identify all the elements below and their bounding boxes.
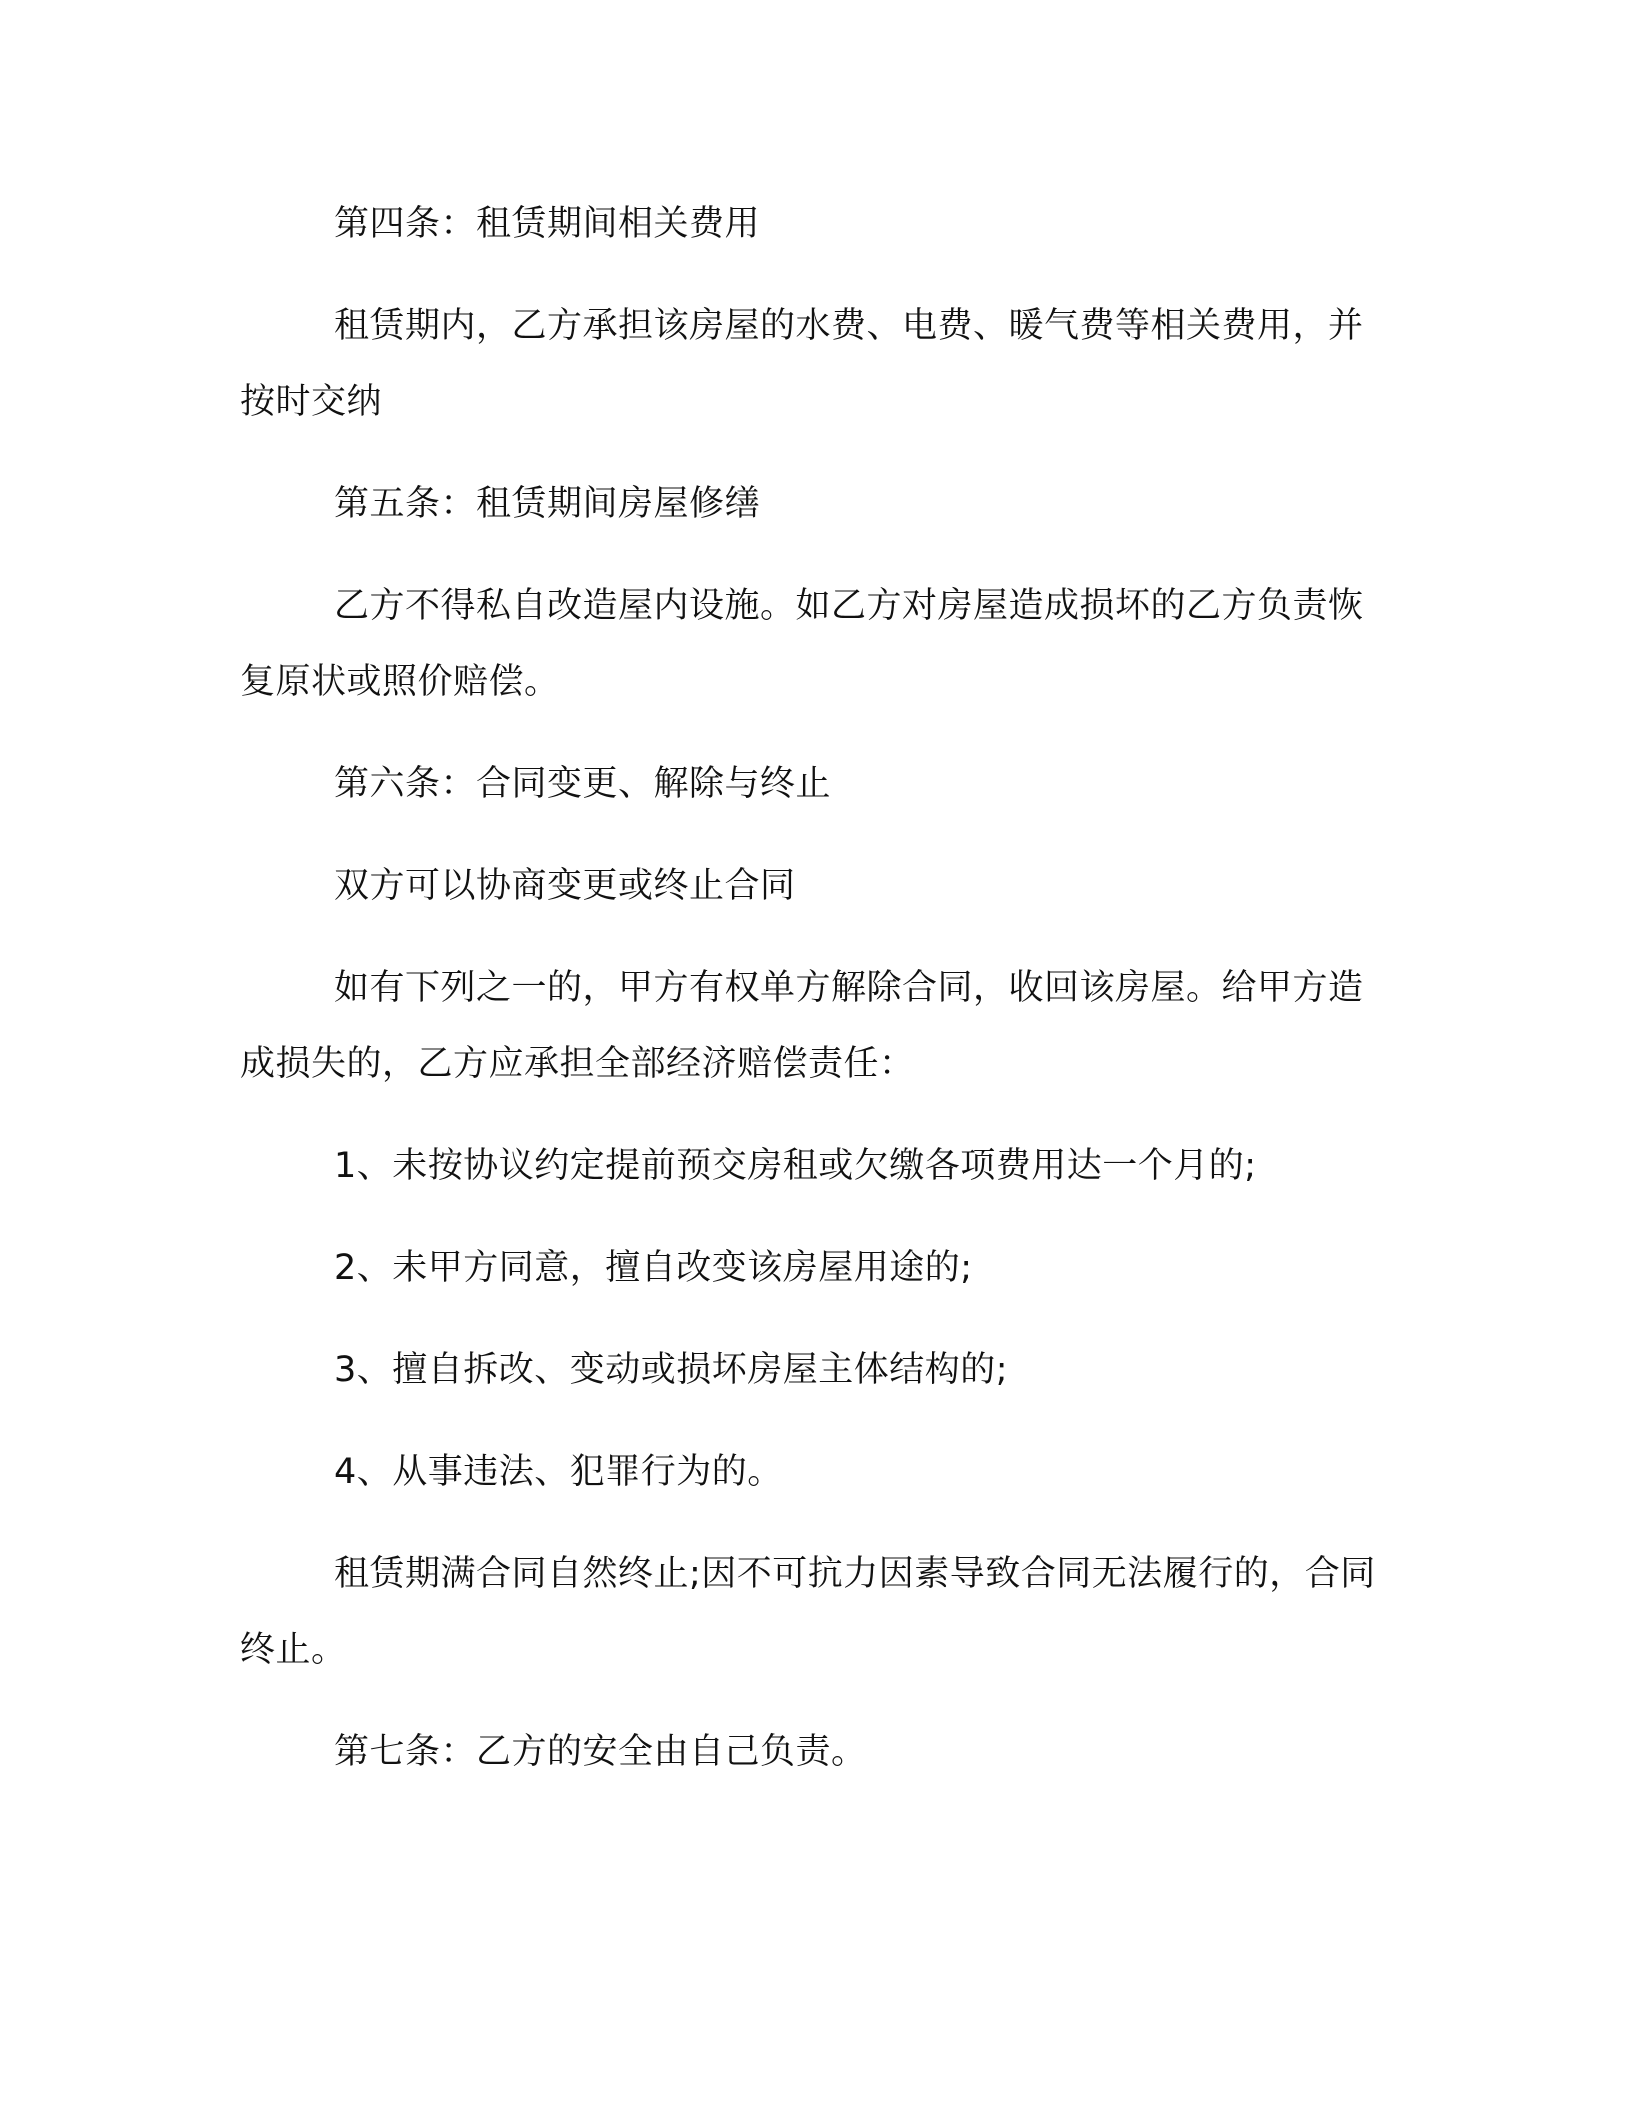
article-6-text-1: 双方可以协商变更或终止合同 (334, 866, 796, 906)
termination-item-1: 1、未按协议约定提前预交房租或欠缴各项费用达一个月的; (334, 1146, 1257, 1186)
document-body (240, 186, 1390, 1790)
article-5-text: 乙方不得私自改造屋内设施。如乙方对房屋造成损坏的乙方负责恢复原状或照价赔偿。 (240, 586, 1364, 702)
article-6-text-2: 如有下列之一的，甲方有权单方解除合同，收回该房屋。给甲方造成损失的，乙方应承担全部经济赔偿责任： (240, 968, 1364, 1084)
article-5-heading: 第五条：租赁期间房屋修缮 (334, 484, 761, 524)
article-6-text-3: 租赁期满合同自然终止;因不可抗力因素导致合同无法履行的，合同终止。 (240, 1554, 1376, 1670)
article-7-heading: 第七条：乙方的安全由自己负责。 (334, 1732, 867, 1772)
termination-item-2: 2、未甲方同意，擅自改变该房屋用途的; (334, 1248, 973, 1288)
termination-item-4: 4、从事违法、犯罪行为的。 (334, 1452, 783, 1492)
termination-item-3: 3、擅自拆改、变动或损坏房屋主体结构的; (334, 1350, 1009, 1390)
article-4-heading: 第四条：租赁期间相关费用 (334, 204, 761, 244)
article-6-heading: 第六条：合同变更、解除与终止 (334, 764, 832, 804)
article-4-text: 租赁期内，乙方承担该房屋的水费、电费、暖气费等相关费用，并按时交纳 (240, 306, 1364, 422)
